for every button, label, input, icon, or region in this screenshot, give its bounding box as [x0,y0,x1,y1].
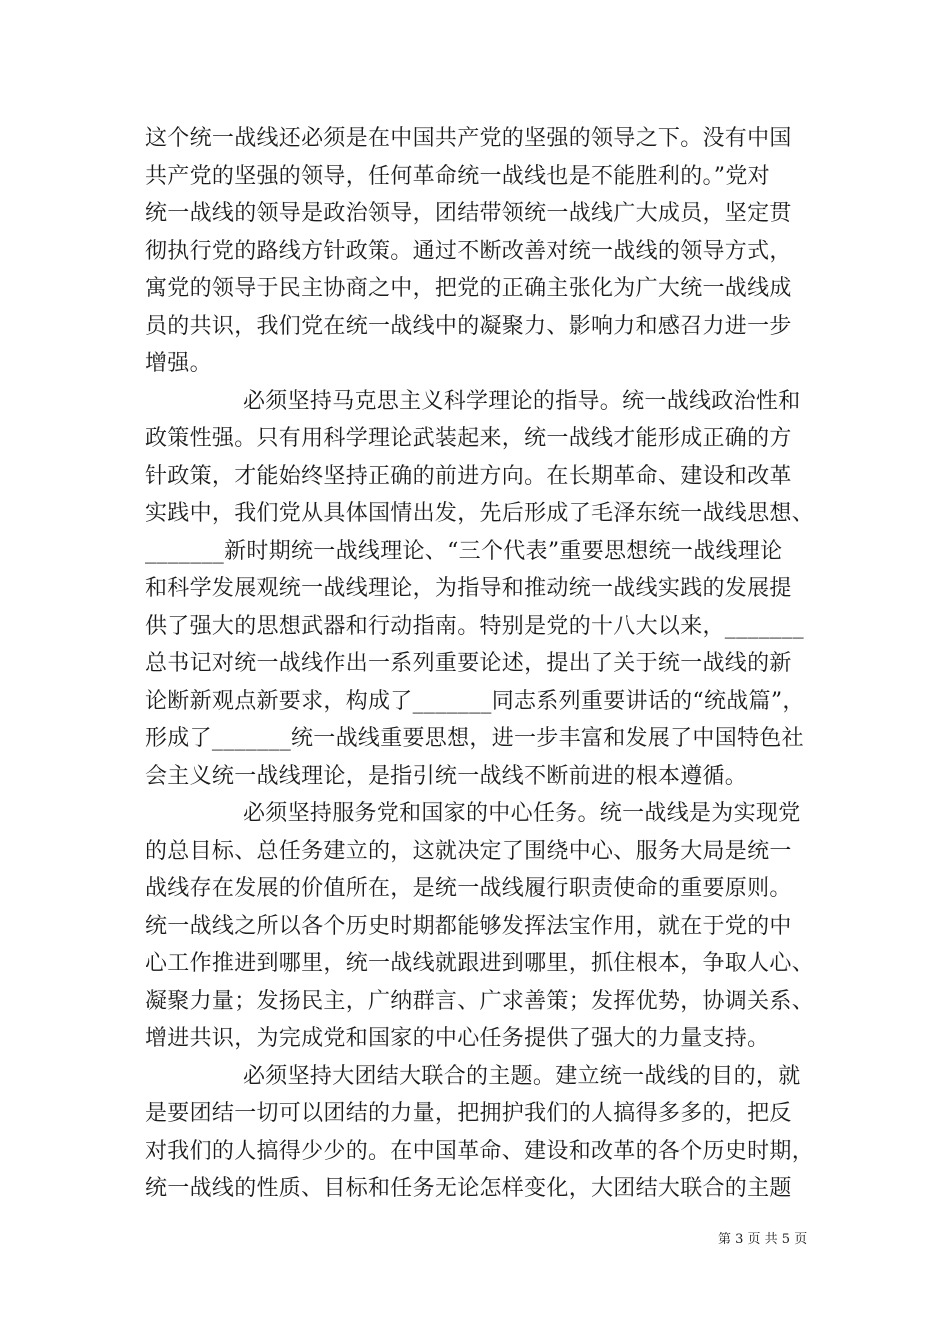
text-line: 的总目标、总任务建立的，这就决定了围绕中心、服务大局是统一 [145,839,792,864]
text-line: 实践中，我们党从具体国情出发，先后形成了毛泽东统一战线思想、 [145,501,815,526]
text-line: 战线存在发展的价值所在，是统一战线履行职责使命的重要原则。 [145,876,792,901]
page-number-footer: 第 3 页 共 5 页 [718,1232,808,1247]
text-line: 统一战线的领导是政治领导，团结带领统一战线广大成员，坚定贯 [145,201,792,226]
text-line: 增强。 [145,351,212,376]
paragraph-first-line: 必须坚持马克思主义科学理论的指导。统一战线政治性和 [243,389,801,414]
text-line: 心工作推进到哪里，统一战线就跟进到哪里，抓住根本，争取人心、 [145,951,815,976]
text-line: 凝聚力量；发扬民主，广纳群言、广求善策；发挥优势，协调关系、 [145,989,815,1014]
text-line: 统一战线之所以各个历史时期都能够发挥法宝作用，就在于党的中 [145,914,792,939]
paragraph-first-line: 必须坚持大团结大联合的主题。建立统一战线的目的，就 [243,1064,801,1089]
text-line: 员的共识，我们党在统一战线中的凝聚力、影响力和感召力进一步 [145,314,792,339]
text-line: 会主义统一战线理论，是指引统一战线不断前进的根本遵循。 [145,764,748,789]
text-line: 针政策，才能始终坚持正确的前进方向。在长期革命、建设和改革 [145,464,792,489]
text-line: _______新时期统一战线理论、“三个代表”重要思想统一战线理论 [145,539,783,564]
text-line: 寓党的领导于民主协商之中，把党的正确主张化为广大统一战线成 [145,276,792,301]
text-line: 增进共识，为完成党和国家的中心任务提供了强大的力量支持。 [145,1026,770,1051]
text-line: 这个统一战线还必须是在中国共产党的坚强的领导之下。没有中国 [145,126,792,151]
text-line: 政策性强。只有用科学理论武装起来，统一战线才能形成正确的方 [145,426,792,451]
text-line: 和科学发展观统一战线理论，为指导和推动统一战线实践的发展提 [145,576,792,601]
text-line: 统一战线的性质、目标和任务无论怎样变化，大团结大联合的主题 [145,1176,792,1201]
text-line: 彻执行党的路线方针政策。通过不断改善对统一战线的领导方式， [145,239,792,264]
text-line: 供了强大的思想武器和行动指南。特别是党的十八大以来，_______ [145,614,804,639]
text-line: 对我们的人搞得少少的。在中国革命、建设和改革的各个历史时期， [145,1139,815,1164]
text-line: 共产党的坚强的领导，任何革命统一战线也是不能胜利的。”党对 [145,164,770,189]
text-line: 形成了_______统一战线重要思想，进一步丰富和发展了中国特色社 [145,726,804,751]
paragraph-first-line: 必须坚持服务党和国家的中心任务。统一战线是为实现党 [243,801,801,826]
text-line: 是要团结一切可以团结的力量，把拥护我们的人搞得多多的，把反 [145,1101,792,1126]
text-line: 总书记对统一战线作出一系列重要论述，提出了关于统一战线的新 [145,651,792,676]
text-line: 论断新观点新要求，构成了_______同志系列重要讲话的“统战篇”， [145,689,805,714]
